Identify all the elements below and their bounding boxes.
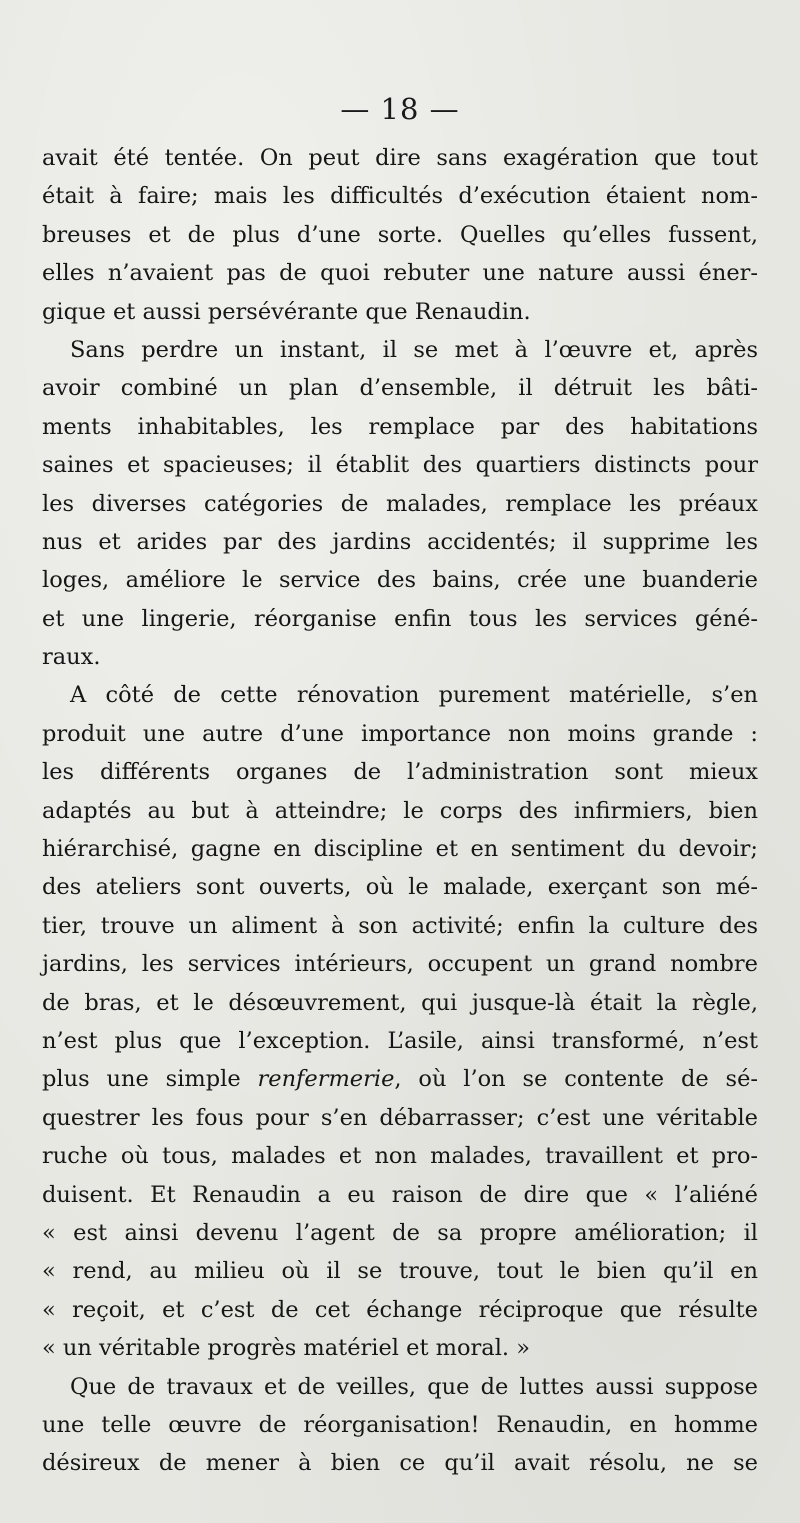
text-line: « un véritable progrès matériel et moral. » — [42, 1335, 530, 1362]
text-line: nus et arides par des jardins accidentés; il supprime les — [42, 528, 758, 555]
text-line: duisent. Et Renaudin a eu raison de dire que « l’aliéné — [42, 1181, 758, 1208]
text-line: les diverses catégories de malades, remplace les préaux — [42, 490, 758, 517]
text-line: saines et spacieuses; il établit des quartiers distincts pour — [42, 452, 758, 479]
text-line: elles n’avaient pas de quoi rebuter une nature aussi éner- — [42, 260, 758, 287]
text-line: A côté de cette rénovation purement matérielle, s’en — [70, 682, 758, 709]
text-line: « reçoit, et c’est de cet échange réciproque que résulte — [42, 1296, 758, 1323]
text-line: ruche où tous, malades et non malades, travaillent et pro- — [42, 1143, 758, 1170]
text-line: avoir combiné un plan d’ensemble, il détruit les bâti- — [42, 375, 758, 402]
text-line: des ateliers sont ouverts, où le malade, exerçant son mé- — [42, 874, 758, 901]
text-line: raux. — [42, 644, 101, 671]
text-line: « rend, au milieu où il se trouve, tout le bien qu’il en — [42, 1258, 758, 1285]
text-line: gique et aussi persévérante que Renaudin. — [42, 298, 531, 325]
text-line: produit une autre d’une importance non moins grande : — [42, 720, 758, 747]
text-fragment: , où l’on se contente de sé- — [394, 1066, 758, 1093]
text-line: désireux de mener à bien ce qu’il avait résolu, ne se — [42, 1450, 758, 1477]
text-line: Que de travaux et de veilles, que de luttes aussi suppose — [70, 1373, 758, 1400]
text-line: questrer les fous pour s’en débarrasser; c’est une véritable — [42, 1104, 758, 1131]
text-line: adaptés au but à atteindre; le corps des infirmiers, bien — [42, 797, 758, 824]
text-line: breuses et de plus d’une sorte. Quelles qu’elles fussent, — [42, 221, 758, 248]
text-line: une telle œuvre de réorganisation! Renaudin, en homme — [42, 1411, 758, 1438]
text-line: était à faire; mais les difficultés d’exécution étaient nom- — [42, 183, 758, 210]
text-fragment: plus une simple — [42, 1066, 258, 1093]
text-line: avait été tentée. On peut dire sans exagération que tout — [42, 145, 758, 171]
text-line: ments inhabitables, les remplace par des habitations — [42, 413, 758, 440]
text-line: tier, trouve un aliment à son activité; enfin la culture des — [42, 912, 758, 939]
text-line: loges, améliore le service des bains, crée une buanderie — [42, 567, 758, 594]
italic-word: renfermerie — [257, 1066, 395, 1093]
body-text — [42, 139, 758, 1483]
text-line: Sans perdre un instant, il se met à l’œuvre et, après — [70, 336, 758, 363]
text-line: « est ainsi devenu l’agent de sa propre amélioration; il — [42, 1219, 758, 1246]
text-line-italic — [42, 1060, 758, 1098]
text-line: n’est plus que l’exception. L’asile, ainsi transformé, n’est — [42, 1027, 758, 1054]
page-number: — 18 — — [340, 92, 460, 126]
text-line: hiérarchisé, gagne en discipline et en sentiment du devoir; — [42, 836, 758, 863]
text-line: de bras, et le désœuvrement, qui jusque-là était la règle, — [42, 989, 758, 1016]
text-line: jardins, les services intérieurs, occupent un grand nombre — [42, 951, 758, 978]
text-line: les différents organes de l’administration sont mieux — [42, 759, 758, 786]
text-line: et une lingerie, réorganise enfin tous les services géné- — [42, 605, 758, 632]
